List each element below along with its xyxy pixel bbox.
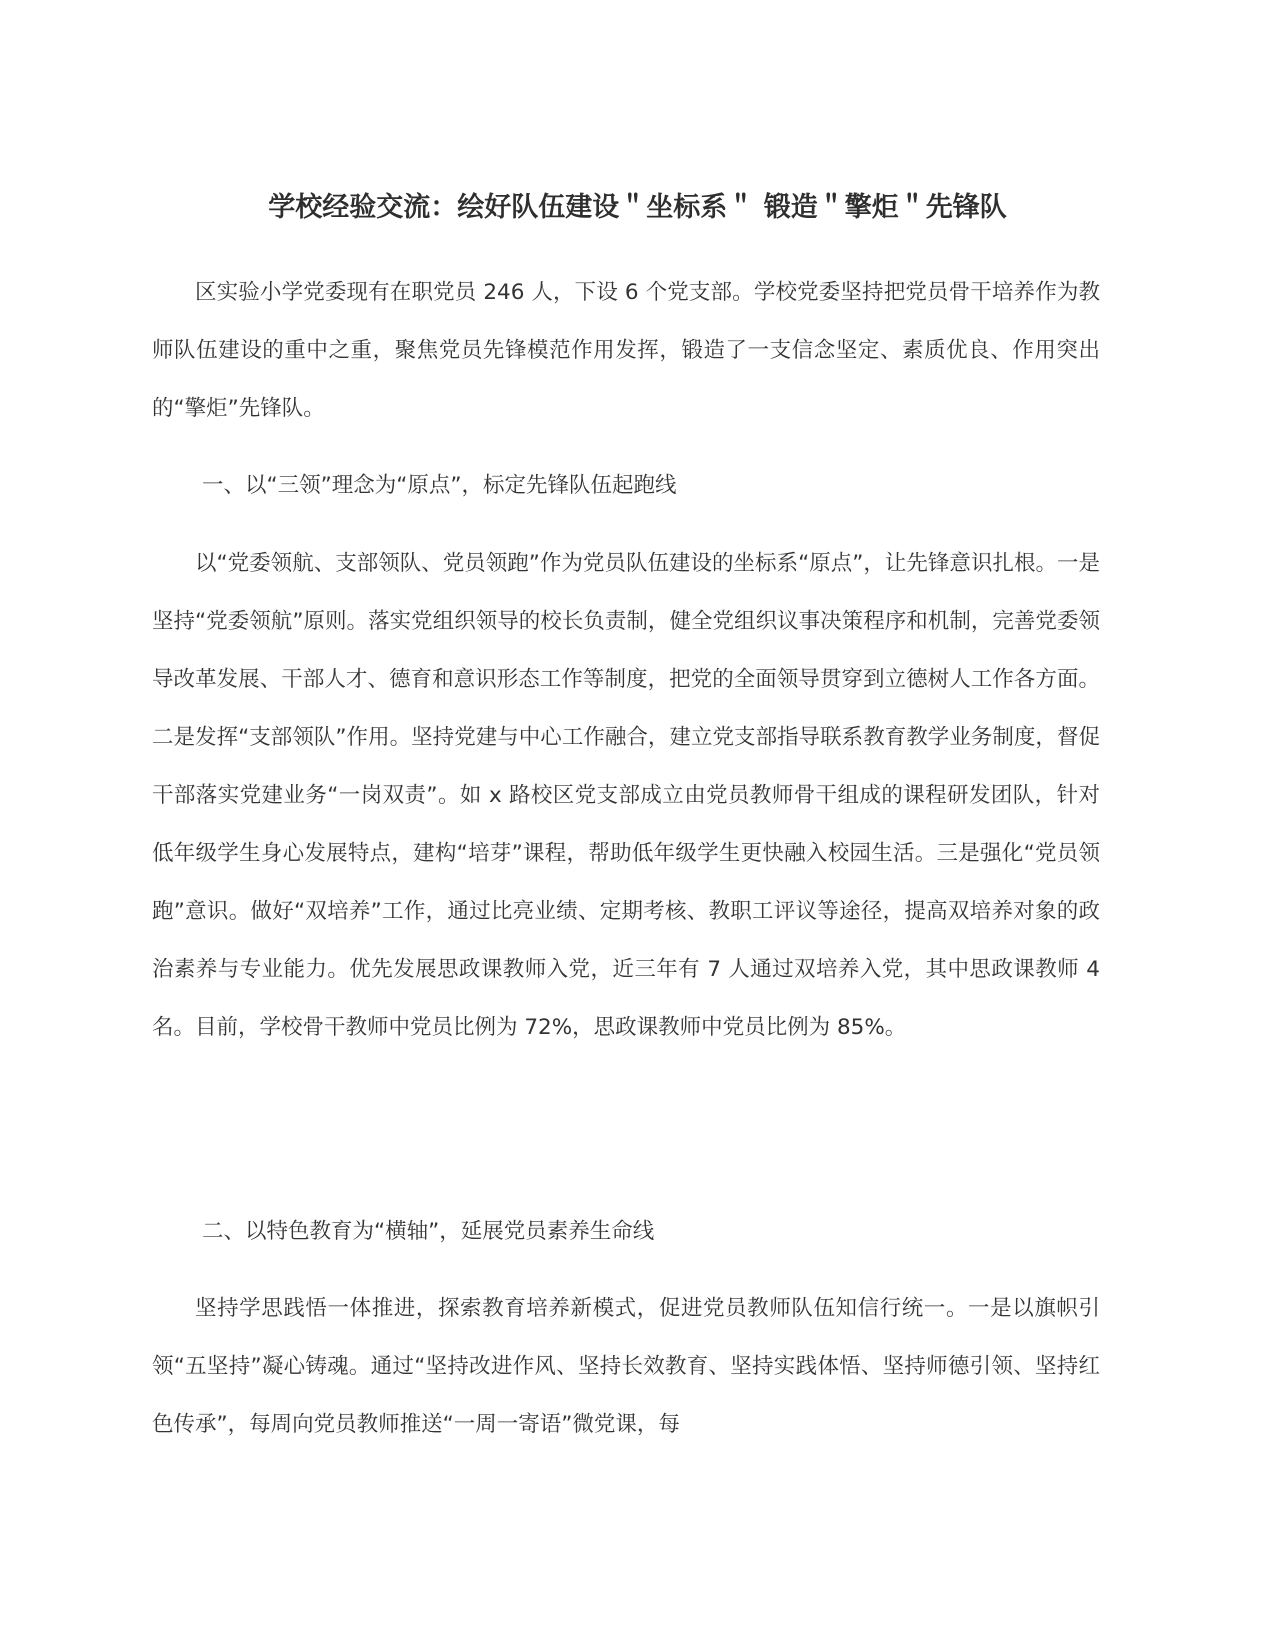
intro-paragraph: 区实验小学党委现有在职党员 246 人，下设 6 个党支部。学校党委坚持把党员骨干培养作为教师队伍建设的重中之重，聚焦党员先锋模范作用发挥，锻造了一支信念坚定、素质优良、作用突出的“擎炬”先锋队。 [152,280,1100,421]
section-heading-2: 二、以特色教育为“横轴”，延展党员素养生命线 [202,1219,655,1244]
document-title: 学校经验交流：绘好队伍建设＂坐标系＂ 锻造＂擎炬＂先锋队 [268,192,1007,223]
section-1-paragraph: 以“党委领航、支部领队、党员领跑”作为党员队伍建设的坐标系“原点”，让先锋意识扎根。一是坚持“党委领航”原则。落实党组织领导的校长负责制，健全党组织议事决策程序和机制，完善党委领导改革发展、干部人才、德育和意识形态工作等制度，把党的全面领导贯穿到立德树人工作各方面。二是发挥“支部领队”作用。坚持党建与中心工作融合，建立党支部指导联系教育教学业务制度，督促干部落实党建业务“一岗双责”。如 x 路校区党支部成立由党员教师骨干组成的课程研发团队，针对低年级学生身心发展特点，建构“培芽”课程，帮助低年级学生更快融入校园生活。三是强化“党员领跑”意识。做好“双培养”工作，通过比亮业绩、定期考核、教职工评议等途径，提高双培养对象的政治素养与专业能力。优先发展思政课教师入党，近三年有 7 人通过双培养入党，其中思政课教师 4 名。目前，学校骨干教师中党员比例为 72%，思政课教师中党员比例为 85%。 [152,551,1100,1040]
section-2-paragraph: 坚持学思践悟一体推进，探索教育培养新模式，促进党员教师队伍知信行统一。一是以旗帜引领“五坚持”凝心铸魂。通过“坚持改进作风、坚持长效教育、坚持实践体悟、坚持师德引领、坚持红色传承”，每周向党员教师推送“一周一寄语”微党课，每 [152,1296,1100,1437]
section-heading-1: 一、以“三领”理念为“原点”，标定先锋队伍起跑线 [202,473,677,498]
